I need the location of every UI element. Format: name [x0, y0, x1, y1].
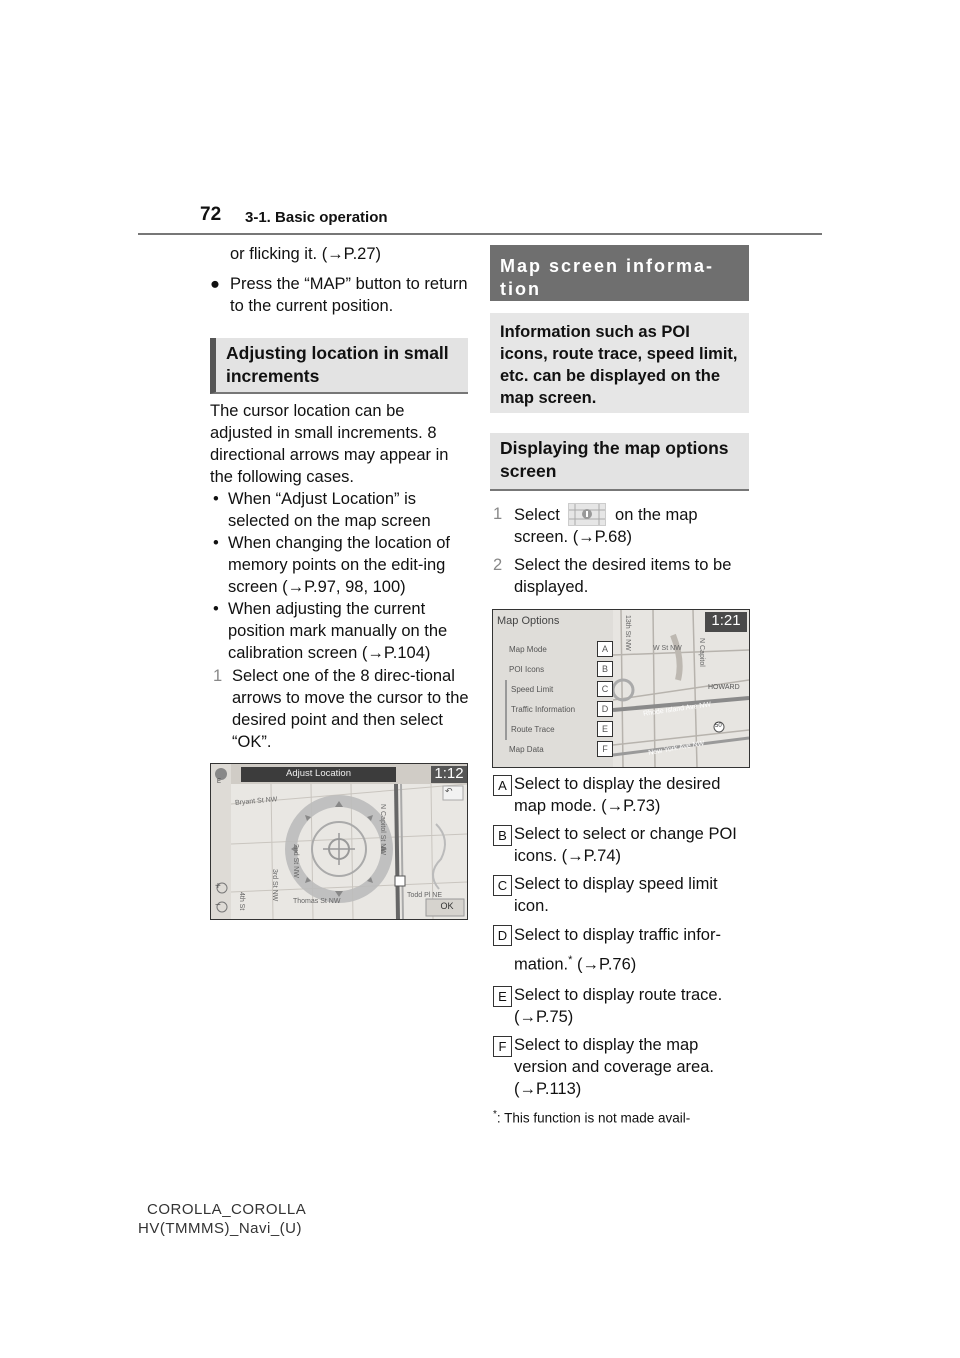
heading-map-screen-information: Map screen informa-tion [490, 245, 749, 301]
street-label: 13th St NW [624, 615, 631, 651]
footer [138, 1200, 306, 1238]
step-number: 1 [213, 667, 223, 685]
bullet-text: Press the “MAP” button to return to the current position. [230, 275, 468, 315]
street-label: W St NW [653, 645, 682, 652]
callout-item-f: F Select to display the map version and coverage area. (→P.113) [493, 1034, 753, 1100]
step-text: Select on the map screen. (→P.68) [493, 503, 749, 548]
callout-label: E [597, 721, 613, 737]
page-number: 72 [200, 204, 222, 225]
heading-adjusting-location: Adjusting location in small increments [210, 338, 468, 394]
route-shield: 50 [715, 723, 722, 729]
menu-item-poi-icons[interactable]: POI Icons B [505, 660, 617, 680]
intro-text: The cursor location can be adjusted in small increments. 8 directional arrows may appear in the following cases. [210, 402, 449, 486]
footer-line: COROLLA_COROLLA [147, 1201, 307, 1218]
section-title: 3-1. Basic operation [245, 209, 388, 226]
zoom-in-icon[interactable]: + [215, 881, 221, 892]
callout-label: F [597, 741, 613, 757]
menu-item-route-trace[interactable]: Route Trace E [505, 720, 617, 740]
case-item: • When changing the location of memory points on the edit-ing screen (→P.97, 98, 100) [213, 534, 450, 596]
street-label: Thomas St NW [293, 898, 341, 905]
step-text: Select one of the 8 direc-tional arrows to move the cursor to the desired point and then select “OK”. [232, 667, 469, 751]
map-options-screenshot [492, 609, 750, 768]
compass-label: E [217, 779, 222, 785]
street-label: 2nd St NW [292, 844, 299, 878]
callout-item-e: E Select to display route trace. (→P.75) [493, 984, 753, 1028]
footnote: *: This function is not made avail- [493, 1108, 691, 1125]
screen-clock: 1:21 [711, 612, 741, 629]
case-list [210, 488, 470, 664]
street-label: Todd Pl NE [407, 892, 443, 899]
callout-label: A [493, 775, 512, 796]
step-text: Select the desired items to be displayed. [514, 556, 732, 596]
street-label: N Capitol St NW [379, 804, 386, 855]
screen-title: Map Options [497, 615, 560, 627]
callout-label: D [493, 925, 512, 946]
header-rule [138, 233, 822, 235]
adjust-location-screenshot [210, 763, 468, 920]
info-box: Information such as POI icons, route trace, speed limit, etc. can be displayed on the map screen. [490, 313, 749, 413]
callout-label: B [597, 661, 613, 677]
menu-item-speed-limit[interactable]: Speed Limit C [505, 680, 617, 700]
callout-label: C [493, 875, 512, 896]
callout-label: B [493, 825, 512, 846]
menu-item-map-data[interactable]: Map Data F [505, 740, 617, 760]
continued-text: or flicking it. (→P.27) [230, 245, 381, 263]
street-label: New York Ave NW [647, 740, 705, 757]
callout-item-a: A Select to display the desired map mode. (→P.73) [493, 773, 753, 817]
step-2-right [493, 554, 749, 598]
footer-line: HV(TMMMS)_Navi_(U) [138, 1220, 302, 1237]
callout-label: E [493, 986, 512, 1007]
bullet-item [210, 273, 470, 317]
callout-list [493, 773, 753, 1127]
street-label: Rhode Island Ave NW [642, 701, 712, 718]
callout-item-d: D Select to display traffic infor-mation.* (→P.76) [493, 923, 753, 978]
street-label: 3rd St NW [271, 869, 278, 902]
back-icon[interactable]: ↶ [445, 786, 453, 796]
callout-label: F [493, 1036, 512, 1057]
bullet-icon: ● [210, 275, 220, 293]
street-label: N Capitol [698, 638, 705, 667]
ok-button[interactable]: OK [440, 901, 454, 911]
map-options-icon [568, 503, 606, 526]
menu-item-traffic-information[interactable]: Traffic Information D [505, 700, 617, 720]
callout-label: D [597, 701, 613, 717]
callout-label: C [597, 681, 613, 697]
step-number: 1 [493, 505, 503, 523]
case-item: • When “Adjust Location” is selected on the map screen [213, 490, 431, 530]
screen-clock: 1:12 [434, 765, 464, 782]
callout-label: A [597, 641, 613, 657]
callout-item-b: B Select to select or change POI icons. (→P.74) [493, 823, 753, 867]
callout-item-c: C Select to display speed limit icon. [493, 873, 753, 917]
screen-title: Adjust Location [286, 768, 351, 779]
case-item: • When adjusting the current position mark manually on the calibration screen (→P.104) [213, 600, 448, 662]
zoom-out-icon[interactable]: − [215, 900, 221, 911]
street-label: Bryant St NW [234, 796, 278, 807]
street-label: HOWARD [708, 684, 740, 691]
step-number: 2 [493, 556, 503, 574]
street-label: 4th St [238, 892, 245, 911]
heading-displaying-map-options: Displaying the map options screen [490, 433, 749, 491]
menu-item-map-mode[interactable]: Map Mode A [505, 640, 617, 660]
map-options-menu [505, 640, 617, 760]
step-1-left [210, 665, 470, 753]
step-1-right [493, 503, 749, 548]
